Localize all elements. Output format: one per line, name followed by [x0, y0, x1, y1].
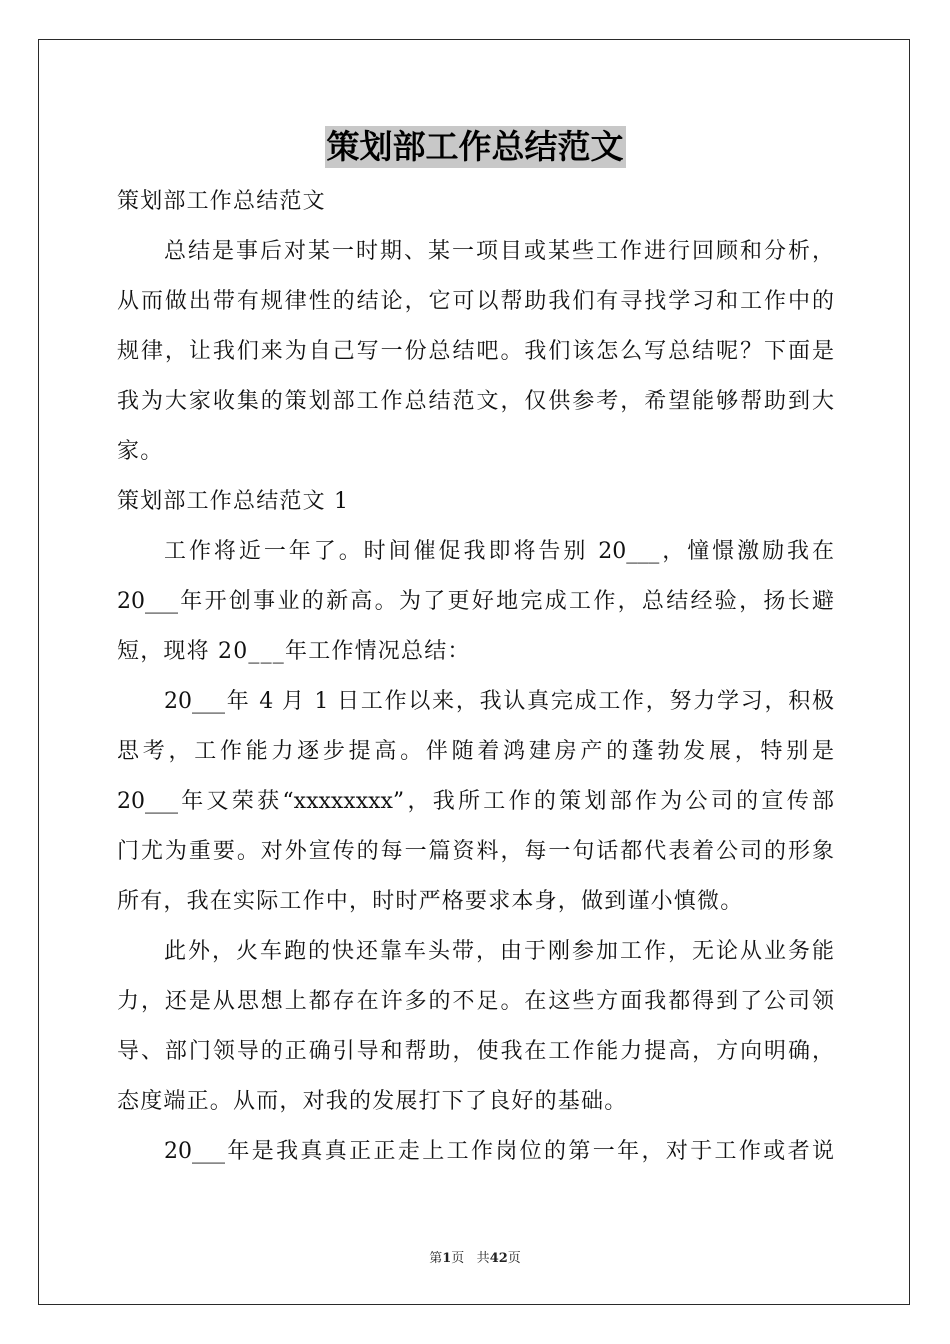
text-line: 从而做出带有规律性的结论，它可以帮助我们有寻找学习和工作中的: [117, 289, 834, 314]
text-line: 规律，让我们来为自己写一份总结吧。我们该怎么写总结呢？下面是: [117, 339, 834, 364]
footer-total-pages: 42: [489, 1251, 508, 1266]
text-line: 思考，工作能力逐步提高。伴随着鸿建房产的蓬勃发展，特别是: [117, 739, 834, 764]
text-line: 态度端正。从而，对我的发展打下了良好的基础。: [117, 1089, 628, 1114]
text-line: 此外，火车跑的快还靠车头带，由于刚参加工作，无论从业务能: [164, 939, 834, 964]
text-line: 20___年开创事业的新高。为了更好地完成工作，总结经验，扬长避: [117, 589, 834, 614]
footer-page-prefix: 第: [429, 1251, 443, 1266]
footer-page-suffix: 页: [451, 1251, 465, 1266]
text-line: 20___年 4 月 1 日工作以来，我认真完成工作，努力学习，积极: [164, 689, 834, 714]
text-line: 短，现将 20___年工作情况总结：: [117, 639, 471, 664]
footer-page-number: 1: [442, 1251, 452, 1266]
text-line: 门尤为重要。对外宣传的每一篇资料，每一句话都代表着公司的形象: [117, 839, 834, 864]
text-line: 策划部工作总结范文: [117, 189, 326, 214]
text-line: 总结是事后对某一时期、某一项目或某些工作进行回顾和分析，: [164, 239, 834, 264]
document-body: [117, 177, 834, 1177]
text-line: 工作将近一年了。时间催促我即将告别 20___，憧憬激励我在: [164, 539, 834, 564]
text-line: 力，还是从思想上都存在许多的不足。在这些方面我都得到了公司领: [117, 989, 834, 1014]
text-line: 导、部门领导的正确引导和帮助，使我在工作能力提高，方向明确，: [117, 1039, 834, 1064]
text-line: 20___年又荣获“xxxxxxxx”，我所工作的策划部作为公司的宣传部: [117, 789, 834, 814]
text-line: 所有，我在实际工作中，时时严格要求本身，做到谨小慎微。: [117, 889, 744, 914]
text-line: 策划部工作总结范文 1: [117, 489, 350, 514]
title-container: [0, 126, 950, 168]
text-line: 20___年是我真真正正走上工作岗位的第一年，对于工作或者说: [164, 1139, 834, 1164]
text-line: 家。: [117, 439, 164, 464]
footer-total-suffix: 页: [507, 1251, 521, 1266]
document-title: 策划部工作总结范文: [326, 127, 624, 166]
footer-total-prefix: 共: [476, 1251, 490, 1266]
text-line: 我为大家收集的策划部工作总结范文，仅供参考，希望能够帮助到大: [117, 389, 834, 414]
page-footer: [0, 1247, 950, 1266]
